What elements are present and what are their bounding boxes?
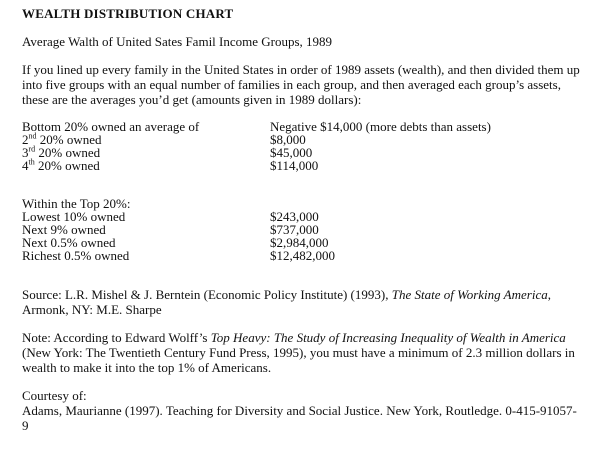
source-citation: [22, 287, 582, 317]
source-prefix: Source: L.R. Mishel & J. Berntein (Economic Policy Institute) (1993),: [22, 287, 392, 302]
top20-heading: Within the Top 20%:: [22, 196, 131, 211]
top20-value: $2,984,000: [270, 235, 329, 250]
intro-paragraph: If you lined up every family in the United States in order of 1989 assets (wealth), and then divided them up into five groups with an equal number of families in each group, and then averaged each group’s assets, these are the averages you’d get (amounts given in 1989 dollars):: [22, 62, 580, 107]
quintile-label: 3rd 20% owned: [22, 144, 101, 160]
top20-value: $12,482,000: [270, 248, 335, 263]
courtesy-citation: Adams, Maurianne (1997). Teaching for Diversity and Social Justice. New York, Routledge. 0-415-91057-9: [22, 403, 577, 433]
quintile-label: 2nd 20% owned: [22, 131, 102, 147]
quintile-label: 4th 20% owned: [22, 157, 100, 173]
note-book-title: Top Heavy: The Study of Increasing Inequality of Wealth in America: [210, 330, 566, 345]
quintile-value: $114,000: [270, 158, 319, 173]
note-paragraph: [22, 330, 582, 375]
quintile-value: $8,000: [270, 132, 306, 147]
quintile-label: Bottom 20% owned an average of: [22, 119, 200, 134]
top20-row: [22, 249, 582, 262]
subtitle: Average Walth of United Sates Famil Income Groups, 1989: [22, 34, 333, 49]
top20-label: Next 9% owned: [22, 222, 106, 237]
source-title: The State of Working America: [391, 287, 548, 302]
quintile-table: [22, 120, 582, 172]
note-prefix: Note: According to Edward Wolff’s: [22, 330, 211, 345]
note-suffix: (New York: The Twentieth Century Fund Press, 1995), you must have a minimum of 2.3 million dollars in wealth to make it into the top 1% of Americans.: [22, 345, 575, 375]
top20-value: $737,000: [270, 222, 319, 237]
top20-table: [22, 197, 582, 262]
quintile-value: Negative $14,000 (more debts than assets): [270, 119, 491, 134]
quintile-value: $45,000: [270, 145, 313, 160]
top20-label: Next 0.5% owned: [22, 235, 116, 250]
top20-value: $243,000: [270, 209, 319, 224]
courtesy-label: Courtesy of:: [22, 388, 87, 403]
top20-label: Richest 0.5% owned: [22, 248, 130, 263]
source-suffix: , Armonk, NY: M.E. Sharpe: [22, 287, 551, 317]
top20-label: Lowest 10% owned: [22, 209, 126, 224]
courtesy-block: [22, 388, 582, 433]
document-page: [22, 6, 582, 433]
quintile-row: [22, 159, 582, 172]
page-title: WEALTH DISTRIBUTION CHART: [22, 6, 234, 21]
